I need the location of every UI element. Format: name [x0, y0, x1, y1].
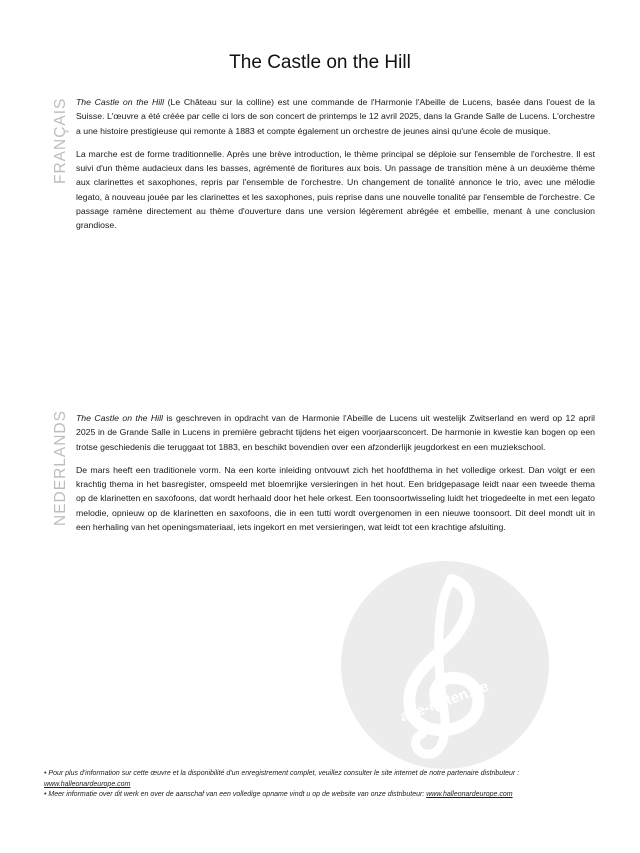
french-paragraph-2: La marche est de forme traditionnelle. Après une brève introduction, le thème principal se déploie sur l'ensemble de l'orchestre. Il est suivi d'un thème audacieux dans les basses, agrémenté de fioritures aux bois. Un passage de transition mène à un deuxième thème aux clarinettes et saxophones, repris par l'ensemble de l'orchestre. Un changement de tonalité annonce le trio, avec une mélodie legato, à nouveau jouée par les clarinettes et les saxophones, puis reprise dans une nouvelle tonalité par l'ensemble de l'orchestre. Ce passage ramène directement au thème d'ouverture dans une version légèrement abrégée et embellie, menant à une conclusion grandiose.	[76, 148, 595, 231]
french-paragraph-1	[76, 95, 595, 138]
page-title: The Castle on the Hill	[229, 52, 411, 73]
footnotes	[44, 769, 604, 801]
french-section	[76, 95, 595, 242]
dutch-paragraph-2: De mars heeft een traditionele vorm. Na een korte inleiding ontvouwt zich het hoofdthema in het volledige orkest. Dan volgt er een krachtig thema in het basregister, omspeeld met bloemrijke versieringen in het hout. Een bridgepasage leidt naar een tweede thema op de klarinetten en saxofoons, dat wordt herhaald door het hele orkest. Een toonsoortwisseling luidt het triogedeelte in met een legato melodie, opnieuw op de klarinetten en saxofoons, die in een tutti wordt overgenomen in een nieuwe toonsoort. Dit deel mondt uit in een herhaling van het openingsmateriaal, iets ingekort en met versieringen, wat leidt tot een krachtige afsluiting.	[76, 464, 595, 533]
dutch-section	[76, 411, 595, 543]
footnote-dutch: • Meer informatie over dit werk en over de aanschaf van een volledige opname vindt u op de website van onze distributeur: www.halleonardeurope.com	[44, 791, 513, 799]
dutch-paragraph-1-text: is geschreven in opdracht van de Harmonie l'Abeille de Lucens uit westelijk Zwitserland en werd op 12 april 2025 in de Grande Salle in Lucens in première gebracht tijdens het eigen voorjaarsconcert. De harmonie in kwestie kan bogen op een trotse geschiedenis die teruggaat tot 1883, en beschikt bovendien over een afzonderlijk jeugdorkest en een muziekschool.	[76, 413, 595, 452]
language-label-french: FRANÇAIS	[52, 97, 69, 184]
language-label-dutch: NEDERLANDS	[52, 410, 69, 526]
footnote-link-french[interactable]: www.halleonardeurope.com	[44, 780, 131, 788]
footnote-link-dutch[interactable]: www.halleonardeurope.com	[426, 791, 513, 799]
treble-clef-watermark-icon	[340, 560, 550, 770]
watermark-text: alle-noten.de	[398, 677, 491, 726]
french-paragraph-1-text: (Le Château sur la colline) est une commande de l'Harmonie l'Abeille de Lucens, basée dans l'ouest de la Suisse. L'œuvre a été créée par celle ci lors de son concert de printemps le 12 avril 2025, dans la Grande Salle de Lucens. L'orchestre a une histoire prestigieuse qui remonte à 1883 et compte également un orchestre de jeunes ainsi qu'une école de musique.	[76, 97, 596, 136]
work-title: The Castle on the Hill	[76, 413, 163, 423]
work-title: The Castle on the Hill	[76, 97, 165, 107]
footnote-french: • Pour plus d'information sur cette œuvre et la disponibilité d'un enregistrement complet, veuillez consulter le site internet de notre partenaire distributeur : www.halleonardeurope.com	[44, 770, 520, 788]
dutch-paragraph-1	[76, 411, 595, 454]
